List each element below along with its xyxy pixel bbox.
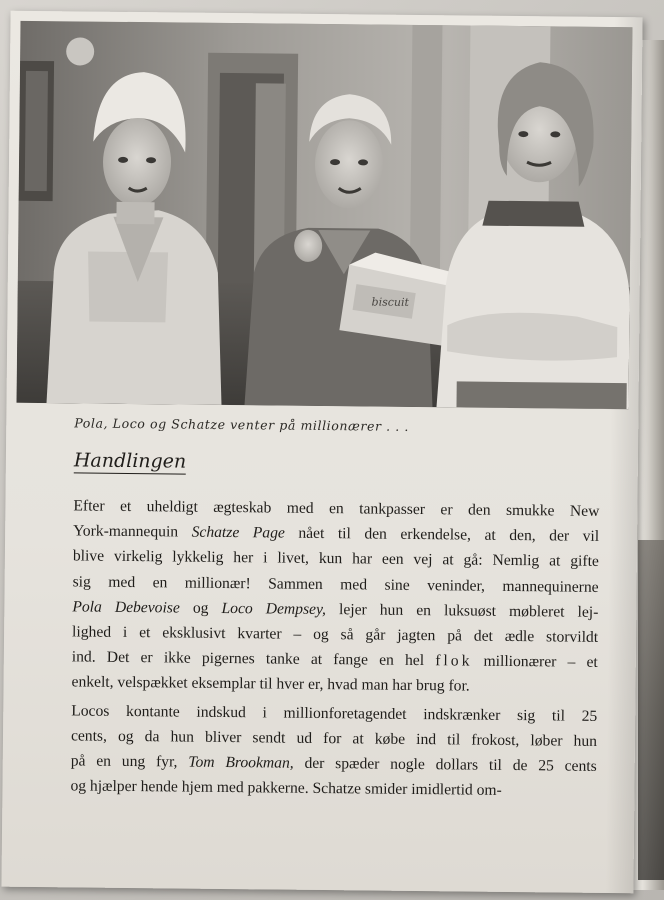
text-run: lighed i et eksklusivt kvarter – og så går jagten på det ædle storvildt: [72, 623, 599, 646]
italic-name: Loco Dempsey,: [221, 599, 327, 618]
text-run: Efter et uheldigt ægteskab med en tankpasser er den smukke New: [73, 497, 600, 520]
text-run: nået til den erkendelse, at den, der vil: [284, 524, 600, 546]
text-run: og hjælper hende hjem med pakkerne. Schatze smider imidlertid om-: [70, 777, 502, 800]
text-run: millionærer – et: [472, 652, 598, 672]
spaced-word: flok: [435, 652, 473, 670]
film-still-photo: [16, 21, 632, 409]
text-run: ind. Det er ikke pigernes tanke at fange en hel: [71, 648, 436, 670]
text-run: på en ung fyr,: [70, 752, 189, 771]
text-run: blive virkelig lykkelig her i livet, kun har een vej at gå: Nemlig at gifte: [72, 547, 599, 571]
text-run: Locos kontante indskud i millionforetagendet indskrænker sig til 25: [71, 702, 598, 725]
body-text: [70, 493, 599, 804]
booklet-page: [1, 11, 642, 894]
text-run: og: [179, 599, 222, 617]
text-line: [70, 774, 596, 805]
section-heading: Handlingen: [73, 449, 187, 473]
italic-name: Schatze Page: [191, 523, 285, 542]
text-run: der spæder nogle dollars til de 25 cents: [293, 754, 597, 775]
text-run: enkelt, velspækket eksemplar til hver er, hvad man har brug for.: [71, 673, 470, 695]
biscuit-box-label: biscuit: [371, 295, 410, 309]
text-run: lejer hun en luksuøst møbleret lej-: [325, 600, 599, 621]
text-run: York-mannequin: [73, 522, 192, 541]
italic-name: Tom Brookman,: [188, 753, 294, 772]
text-run: cents, og da hun bliver sendt ud for at købe ind til frokost, løber hun: [70, 727, 598, 750]
italic-name: Pola Debevoise: [72, 598, 180, 617]
text-run: sig med en millionær! Sammen med sine veninder, mannequinerne: [72, 573, 599, 596]
next-page-photo-edge: [638, 540, 664, 880]
photo-caption: Pola, Loco og Schatze venter på millionærer . . .: [74, 415, 410, 434]
film-still-illustration: [16, 21, 632, 409]
